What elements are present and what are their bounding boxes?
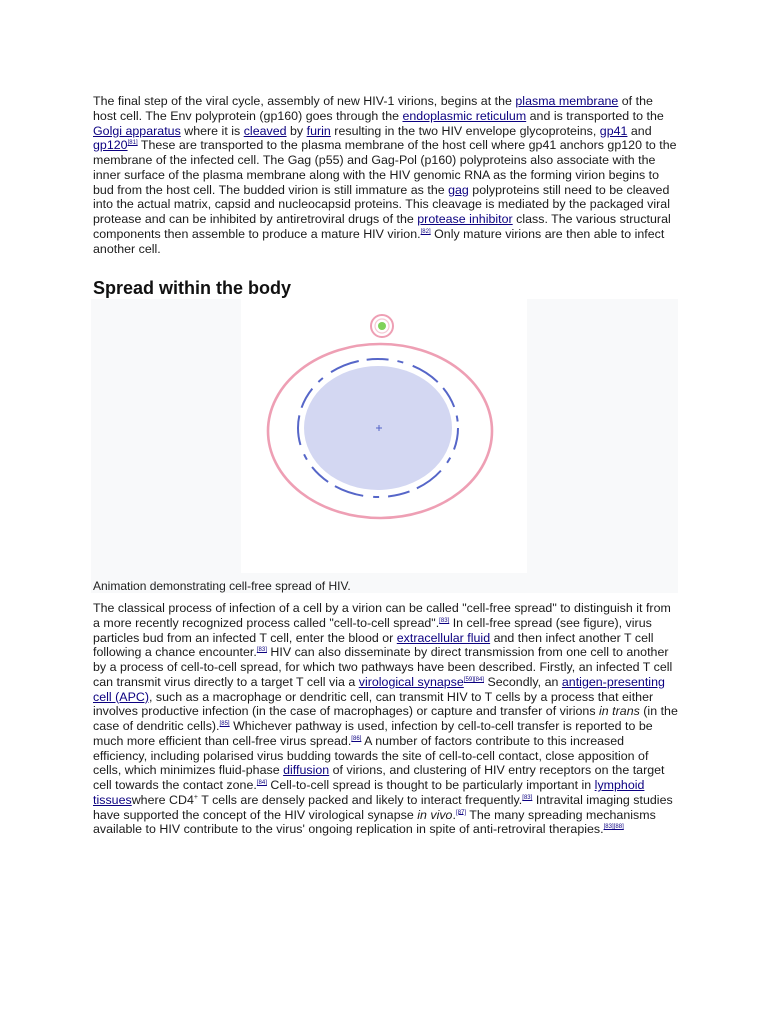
text-run: and is transported to the [526,108,664,123]
text-run: by [286,123,307,138]
cell-animation [241,299,527,573]
italic-term: in trans [599,704,640,719]
citation-ref[interactable]: [84] [256,779,267,786]
citation-ref[interactable]: [83] [522,794,533,801]
citation-ref[interactable]: [87] [455,809,467,816]
link-gp120[interactable]: gp120 [93,138,128,153]
link-furin[interactable]: furin [306,123,331,138]
link-gag[interactable]: gag [448,182,469,197]
cell-spread-paragraph [93,601,678,837]
text-run: of the host cell. The Env polyprotein (gp160) goes through the [93,94,653,123]
link-lymphoid-tissues[interactable]: lymphoid tissues [93,778,645,807]
text-run: of virions, and clustering of HIV entry receptors on the target cell towards the contact zone. [93,763,665,792]
text-run: The classical process of infection of a cell by a virion can be called "cell-free spread" to distinguish it from a more recently recognized process called "cell-to-cell spread". [93,601,671,630]
link-plasma-membrane[interactable]: plasma membrane [515,94,619,108]
superscript-plus: + [193,793,198,801]
text-run: T cells are densely packed and likely to interact frequently. [198,792,523,807]
link-extracellular-fluid[interactable]: extracellular fluid [396,630,491,645]
text-run: Intravital imaging studies have supported the concept of the HIV virological synapse [93,792,673,822]
link-diffusion[interactable]: diffusion [283,763,330,778]
link-cleaved[interactable]: cleaved [243,123,287,138]
text-run: (in the case of dendritic cells). [93,704,678,733]
text-run: A number of factors contribute to this increased efficiency, including polarised virus budding towards the site of cell-to-cell contact, close apposition of cells, which minimizes fluid-phase [93,733,649,778]
figure-box [91,299,678,593]
text-run: where it is [180,123,244,138]
link-protease-inhibitor[interactable]: protease inhibitor [417,212,513,226]
virion-core [378,322,386,330]
text-run: These are transported to the plasma membrane of the host cell where gp41 anchors gp120 to the membrane of the infected cell. The Gag (p55) and Gag-Pol (p160) polyproteins also associate with the inner surface of the plasma membrane along with the HIV genomic RNA as the forming virion begins to bud from the host cell. The budded virion is still immature as the [93,138,677,197]
citation-ref[interactable]: [83] [439,617,450,624]
citation-ref[interactable]: [59][84] [463,676,484,683]
text-run: , such as a macrophage or dendritic cell, can transmit HIV to T cells by a process that either involves productive infection (in the case of macrophages) or capture and transfer of virions [93,689,654,719]
citation-ref[interactable]: [85] [219,720,230,727]
virion [371,315,393,337]
link-antigen-presenting-cell[interactable]: antigen-presenting cell (APC) [93,674,665,704]
text-run: where CD4 [131,792,194,807]
text-run: The many spreading mechanisms available to HIV contribute to the virus' ongoing replication in spite of anti-retroviral therapies. [93,807,656,837]
figure-caption: Animation demonstrating cell-free spread of HIV. [93,579,351,593]
text-run: The final step of the viral cycle, assembly of new HIV-1 virions, begins at the [93,94,516,108]
link-endoplasmic-reticulum[interactable]: endoplasmic reticulum [402,108,527,123]
text-run: In cell-free spread (see figure), virus particles bud from an infected T cell, enter the blood or [93,615,652,645]
text-run: resulting in the two HIV envelope glycoproteins, [330,123,600,138]
citation-ref[interactable]: [86] [351,735,362,742]
text-run: Whichever pathway is used, infection by cell-to-cell transfer is reported to be much more efficient than cell-free virus spread. [93,719,653,748]
text-run: and [627,123,652,138]
citation-ref[interactable]: [82] [420,228,431,235]
text-run: and then infect another T cell following a chance encounter. [93,630,654,660]
text-run: polyproteins still need to be cleaved into the actual matrix, capsid and nucleocapsid proteins. This cleavage is mediated by the packaged viral protease and can be inhibited by antiretroviral drugs of the [93,182,670,226]
citation-ref[interactable]: [83] [256,647,267,654]
citation-ref[interactable]: [83][88] [603,824,624,831]
section-heading: Spread within the body [93,278,292,298]
text-run: . [452,807,456,822]
text-run: Secondly, an [484,674,562,689]
text-run: Only mature virions are then able to infect another cell. [93,226,665,256]
italic-term: in vivo [417,807,453,822]
text-run: Cell-to-cell spread is thought to be particularly important in [266,778,595,792]
assembly-paragraph [93,94,678,256]
link-golgi-apparatus[interactable]: Golgi apparatus [93,123,181,138]
citation-ref[interactable]: [81] [127,140,138,147]
link-virological-synapse[interactable]: virological synapse [358,674,464,689]
cell-animation-svg [241,299,527,573]
text-run: class. The various structural components then assemble to produce a mature HIV virion. [93,212,671,241]
link-gp41[interactable]: gp41 [599,123,628,138]
text-run: HIV can also disseminate by direct transmission from one cell to another by a process of cell-to-cell spread, for which two pathways have been described. Firstly, an infected T cell can transmit virus directly to a target T cell via a [93,645,673,689]
